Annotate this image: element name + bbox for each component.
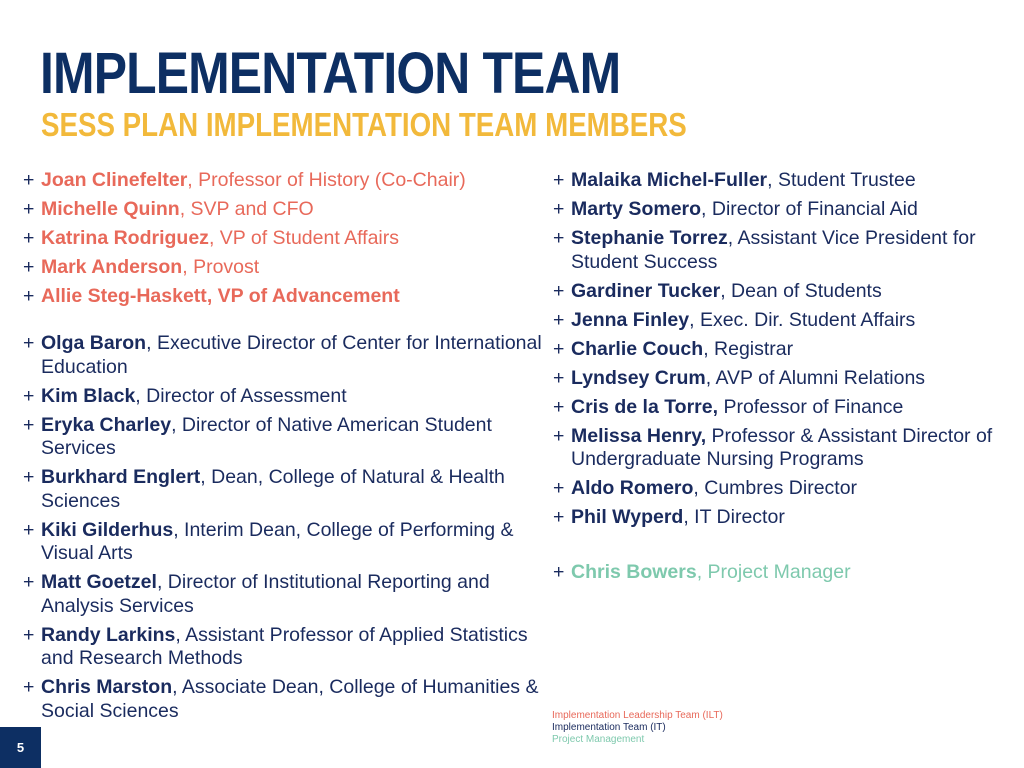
page-number-badge [0, 727, 41, 768]
member-name: Malaika Michel-Fuller [571, 169, 768, 191]
list-item [23, 169, 466, 193]
list-item [553, 280, 1008, 304]
member-role: , Professor of History (Co-Chair) [187, 169, 466, 191]
member-name: Phil Wyperd [571, 506, 684, 528]
legend-it: Implementation Team (IT) [552, 722, 666, 733]
plus-icon: + [23, 466, 35, 488]
plus-icon: + [23, 518, 35, 541]
member-name: Charlie Couch [571, 337, 704, 360]
plus-icon: + [23, 413, 35, 436]
list-item [553, 477, 1008, 501]
member-role: , Director of Native American Student Services [41, 413, 492, 459]
list-item [553, 425, 1008, 472]
plus-icon: + [553, 477, 565, 499]
plus-icon: + [23, 198, 35, 220]
member-role: , AVP of Alumni Relations [705, 366, 926, 389]
list-item [23, 285, 466, 309]
member-name: Eryka Charley [41, 413, 172, 436]
member-role: , Assistant Professor of Applied Statistics and Research Methods [41, 623, 528, 669]
member-role: , Provost [182, 256, 260, 278]
list-item [553, 169, 1008, 193]
member-name: Olga Baron [41, 332, 147, 354]
member-role: Professor of Finance [718, 395, 904, 418]
leadership-team-list [23, 169, 466, 314]
member-name: Kim Black [41, 384, 136, 407]
list-item [23, 414, 543, 461]
plus-icon: + [553, 506, 565, 528]
member-role: Professor & Assistant Director of Undergraduate Nursing Programs [571, 424, 993, 470]
list-item [23, 466, 543, 513]
list-item [23, 571, 543, 618]
member-role: , Director of Institutional Reporting and Analysis Services [41, 571, 490, 617]
plus-icon: + [23, 623, 35, 646]
member-name: Aldo Romero [571, 477, 694, 499]
plus-icon: + [553, 227, 565, 249]
member-role: , Director of Financial Aid [701, 198, 918, 220]
plus-icon: + [23, 227, 35, 249]
member-name: Kiki Gilderhus [41, 518, 174, 541]
list-item [553, 227, 1008, 274]
member-name: Randy Larkins [41, 623, 176, 646]
member-role: , Cumbres Director [693, 477, 858, 499]
implementation-team-list-right [553, 169, 1008, 535]
list-item [553, 506, 1008, 530]
list-item [23, 519, 543, 566]
color-legend [552, 710, 723, 746]
member-name: Joan Clinefelter [41, 169, 188, 191]
member-role: , Associate Dean, College of Humanities & Social Sciences [41, 676, 539, 722]
member-role: , Assistant Vice President for Student Success [571, 227, 976, 273]
member-role: , Exec. Dir. Student Affairs [689, 308, 916, 331]
member-name: Michelle Quinn [41, 198, 180, 220]
list-item [23, 332, 543, 379]
list-item [23, 227, 466, 251]
member-role: , Interim Dean, College of Performing & Visual Arts [41, 518, 514, 564]
member-role: , Director of Assessment [135, 384, 347, 407]
member-role: , Project Manager [696, 561, 851, 583]
plus-icon: + [23, 571, 35, 593]
member-name: Gardiner Tucker [571, 279, 721, 302]
member-role: , IT Director [683, 506, 785, 528]
list-item [23, 198, 466, 222]
list-item [23, 624, 543, 671]
plus-icon: + [23, 256, 35, 278]
plus-icon: + [553, 308, 565, 331]
member-name: Katrina Rodriguez [41, 227, 209, 249]
member-name: Chris Bowers [571, 561, 697, 583]
plus-icon: + [553, 169, 565, 191]
member-name: Melissa Henry, [571, 424, 707, 447]
plus-icon: + [23, 332, 35, 354]
member-name: Stephanie Torrez [571, 227, 728, 249]
project-management-list [553, 561, 851, 590]
member-name: Matt Goetzel [41, 571, 157, 593]
legend-pm: Project Management [552, 734, 645, 745]
member-role: , Dean of Students [720, 279, 882, 302]
list-item [553, 367, 1008, 391]
member-role: , SVP and CFO [179, 198, 314, 220]
plus-icon: + [553, 198, 565, 220]
list-item [553, 561, 851, 585]
page-number: 5 [16, 740, 25, 755]
plus-icon: + [23, 169, 35, 191]
plus-icon: + [553, 337, 565, 360]
list-item [23, 676, 543, 723]
member-role: , VP of Student Affairs [208, 227, 400, 249]
member-name: Allie Steg-Haskett [41, 285, 207, 307]
plus-icon: + [553, 395, 565, 418]
member-role: , Dean, College of Natural & Health Sciences [41, 466, 505, 512]
implementation-team-list-left [23, 332, 543, 729]
plus-icon: + [553, 424, 565, 447]
list-item [553, 338, 1008, 362]
member-name: Burkhard Englert [41, 466, 201, 488]
member-name: Chris Marston [41, 676, 173, 698]
member-role: , Registrar [703, 337, 794, 360]
list-item [23, 256, 466, 280]
member-name: Jenna Finley [571, 308, 690, 331]
list-item [553, 198, 1008, 222]
plus-icon: + [23, 384, 35, 407]
plus-icon: + [553, 366, 565, 389]
plus-icon: + [553, 561, 565, 583]
plus-icon: + [553, 279, 565, 302]
member-role: , Executive Director of Center for International Education [41, 332, 542, 378]
plus-icon: + [23, 285, 35, 307]
list-item [553, 309, 1008, 333]
plus-icon: + [23, 676, 35, 698]
member-name: Lyndsey Crum [571, 366, 706, 389]
member-role: , Student Trustee [767, 169, 916, 191]
legend-ilt: Implementation Leadership Team (ILT) [552, 710, 723, 721]
page-title: IMPLEMENTATION TEAM [40, 41, 621, 106]
member-name: Cris de la Torre, [571, 395, 719, 418]
list-item [23, 385, 543, 409]
member-name: Mark Anderson [41, 256, 183, 278]
member-role: , VP of Advancement [206, 285, 400, 307]
list-item [553, 396, 1008, 420]
member-name: Marty Somero [571, 198, 702, 220]
page-subtitle: SESS PLAN IMPLEMENTATION TEAM MEMBERS [41, 106, 687, 143]
